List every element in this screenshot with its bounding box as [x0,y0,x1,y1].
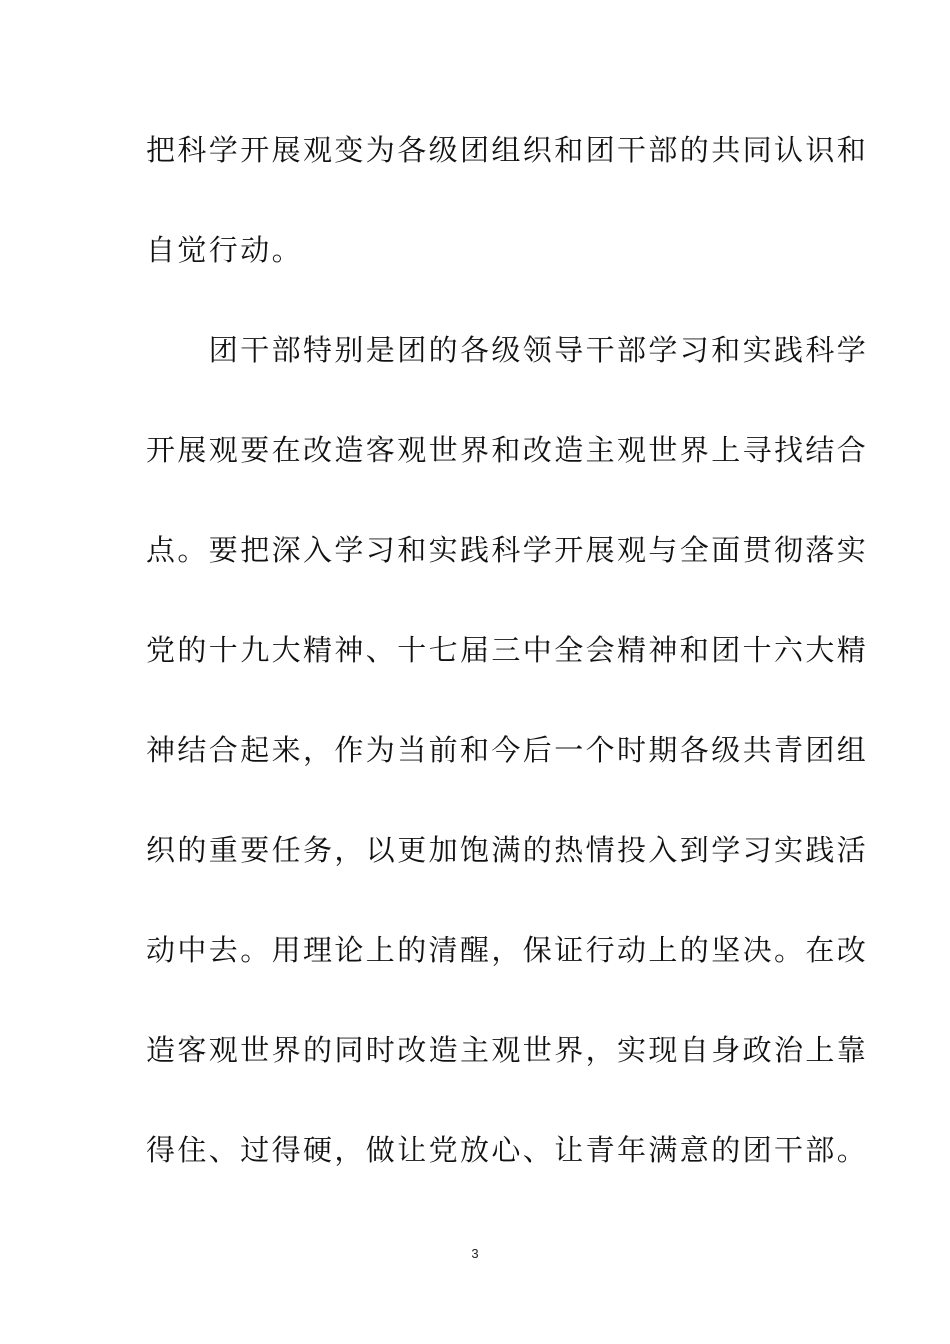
text-line-3: 团干部特别是团的各级领导干部学习和实践科学 [146,333,869,367]
text-line-2: 自觉行动。 [146,233,304,267]
text-line-9: 动中去。用理论上的清醒，保证行动上的坚决。在改 [146,933,869,967]
page-number: 3 [471,1246,479,1261]
text-line-11: 得住、过得硬，做让党放心、让青年满意的团干部。 [146,1133,869,1167]
text-line-5: 点。要把深入学习和实践科学开展观与全面贯彻落实 [146,533,869,567]
text-line-4: 开展观要在改造客观世界和改造主观世界上寻找结合 [146,433,869,467]
text-line-10: 造客观世界的同时改造主观世界，实现自身政治上靠 [146,1033,869,1067]
text-line-1: 把科学开展观变为各级团组织和团干部的共同认识和 [146,133,869,167]
text-line-6: 党的十九大精神、十七届三中全会精神和团十六大精 [146,633,869,667]
text-line-8: 织的重要任务，以更加饱满的热情投入到学习实践活 [146,833,869,867]
text-line-7: 神结合起来，作为当前和今后一个时期各级共青团组 [146,733,869,767]
